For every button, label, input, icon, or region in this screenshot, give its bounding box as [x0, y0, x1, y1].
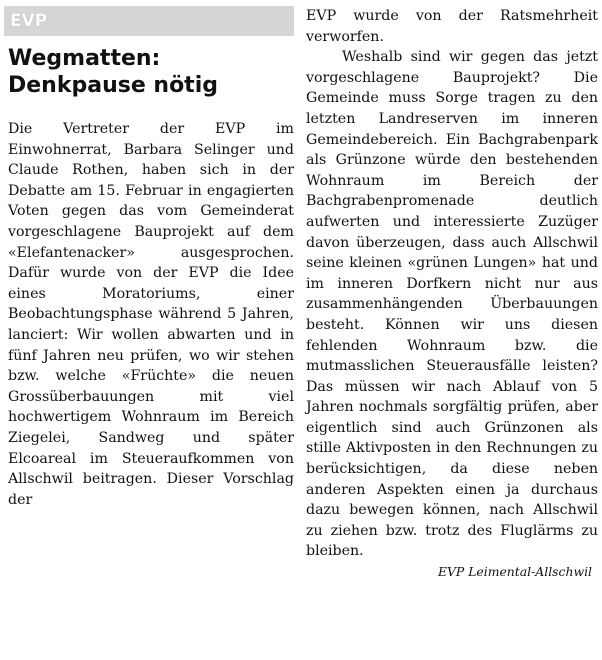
headline [8, 45, 294, 99]
signature: EVP Leimental-Allschwil [437, 564, 592, 580]
right-body [306, 6, 598, 562]
headline-line-1: Wegmatten: [8, 46, 161, 71]
section-tag: EVP [10, 11, 48, 31]
section-tag-bar [4, 6, 294, 36]
right-paragraph: Weshalb sind wir gegen das jetzt vorgeschlagene Bauprojekt? Die Gemeinde muss Sorge tragen zu den letzten Landreserven im inneren Gemeindebereich. Ein Bachgrabenpark als Grünzone würde den bestehenden Wohnraum im Bereich der Bachgrabenpromenade deutlich aufwerten und interessierte Zuzüger davon überzeugen, dass auch Allschwil seine kleinen «grünen Lungen» hat und im inneren Dorfkern nicht nur aus zusammenhängenden Überbauungen besteht. Können wir uns diesen fehlenden Wohnraum bzw. die mutmasslichen Steuerausfälle leisten? Das müssen wir nach Ablauf von 5 Jahren nochmals sorgfältig prüfen, aber eigentlich sind auch Grünzonen als stille Aktivposten in den Rechnungen zu berücksichtigen, da diese neben anderen Aspekten einen ja durchaus dazu bewegen können, nach Allschwil zu ziehen bzw. trotz des Fluglärms zu bleiben. [306, 49, 598, 560]
right-column [306, 6, 598, 579]
left-column [4, 6, 294, 510]
left-body [8, 119, 294, 510]
left-paragraph: Die Vertreter der EVP im Einwohnerrat, Barbara Selinger und Claude Rothen, haben sich in der Debatte am 15. Februar in engagierten Voten gegen das vom Gemeinderat vorgeschlagene Bauprojekt auf dem «Elefantenacker» ausgesprochen. Dafür wurde von der EVP die Idee eines Moratoriums, einer Beobachtungsphase während 5 Jahren, lanciert: Wir wollen abwarten und in fünf Jahren neu prüfen, wo wir stehen bzw. welche «Früchte» die neuen Grossüberbauungen mit viel hochwertigem Wohnraum im Bereich Ziegelei, Sandweg und später Elcoareal im Steueraufkommen von Allschwil beitragen. Dieser Vorschlag der [8, 121, 294, 508]
continuation-text: EVP wurde von der Ratsmehrheit verworfen. [306, 8, 598, 45]
headline-line-2: Denkpause nötig [8, 73, 218, 98]
